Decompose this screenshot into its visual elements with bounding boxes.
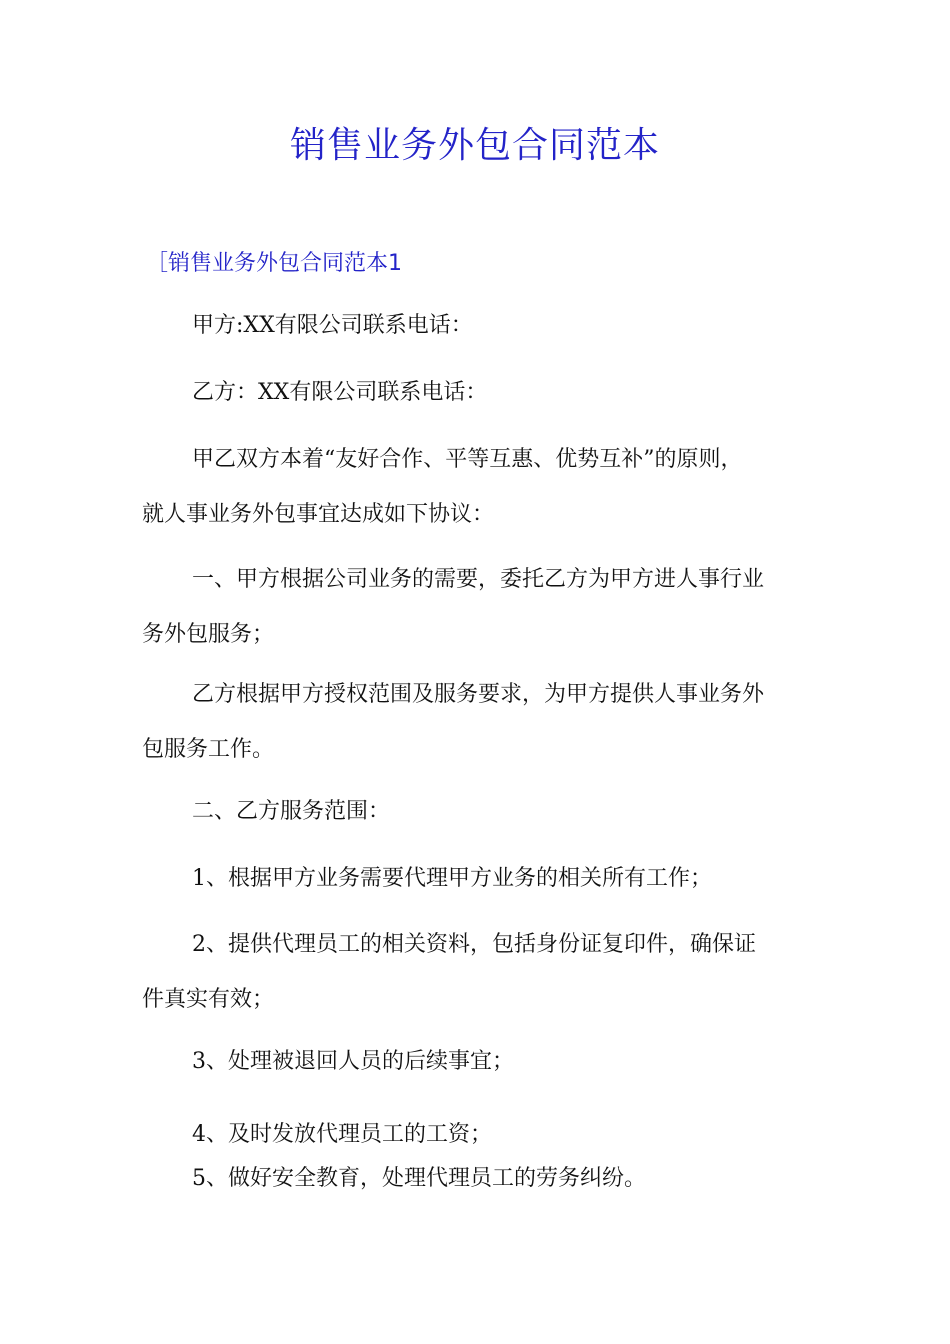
paragraph-line: 二、乙方服务范围： <box>192 799 391 824</box>
list-item-3 <box>142 1034 812 1089</box>
section-heading: ［销售业务外包合同范本1 <box>146 251 402 276</box>
paragraph-line: 包服务工作。 <box>142 737 275 762</box>
paragraph-line: 务外包服务； <box>142 622 275 647</box>
list-item-5 <box>142 1151 812 1206</box>
paragraph-line: 甲乙双方本着“友好合作、平等互惠、优势互补”的原则， <box>192 447 743 472</box>
paragraph-line: 1、根据甲方业务需要代理甲方业务的相关所有工作； <box>192 866 712 891</box>
list-item-2 <box>142 917 812 1027</box>
paragraph-line: 件真实有效； <box>142 987 275 1012</box>
paragraph-party-a <box>142 298 812 353</box>
paragraph-party-b-service <box>142 667 812 777</box>
list-item-1 <box>142 851 812 906</box>
paragraph-line: 5、做好安全教育，处理代理员工的劳务纠纷。 <box>192 1166 646 1191</box>
paragraph-clause-two <box>142 784 812 839</box>
paragraph-line: 3、处理被退回人员的后续事宜； <box>192 1049 514 1074</box>
paragraph-line: 4、及时发放代理员工的工资； <box>192 1122 492 1147</box>
paragraph-party-b <box>142 365 812 420</box>
paragraph-line: 乙方：XX有限公司联系电话： <box>192 380 488 405</box>
paragraph-line: 就人事业务外包事宜达成如下协议： <box>142 502 495 527</box>
paragraph-principle <box>142 432 812 542</box>
paragraph-line: 一、甲方根据公司业务的需要，委托乙方为甲方进人事行业 <box>192 567 765 592</box>
paragraph-line: 2、提供代理员工的相关资料，包括身份证复印件，确保证 <box>192 932 756 957</box>
document-title: 销售业务外包合同范本 <box>289 125 660 166</box>
paragraph-line: 甲方:XX有限公司联系电话： <box>192 313 473 338</box>
paragraph-clause-one <box>142 552 812 662</box>
paragraph-line: 乙方根据甲方授权范围及服务要求，为甲方提供人事业务外 <box>192 682 765 707</box>
